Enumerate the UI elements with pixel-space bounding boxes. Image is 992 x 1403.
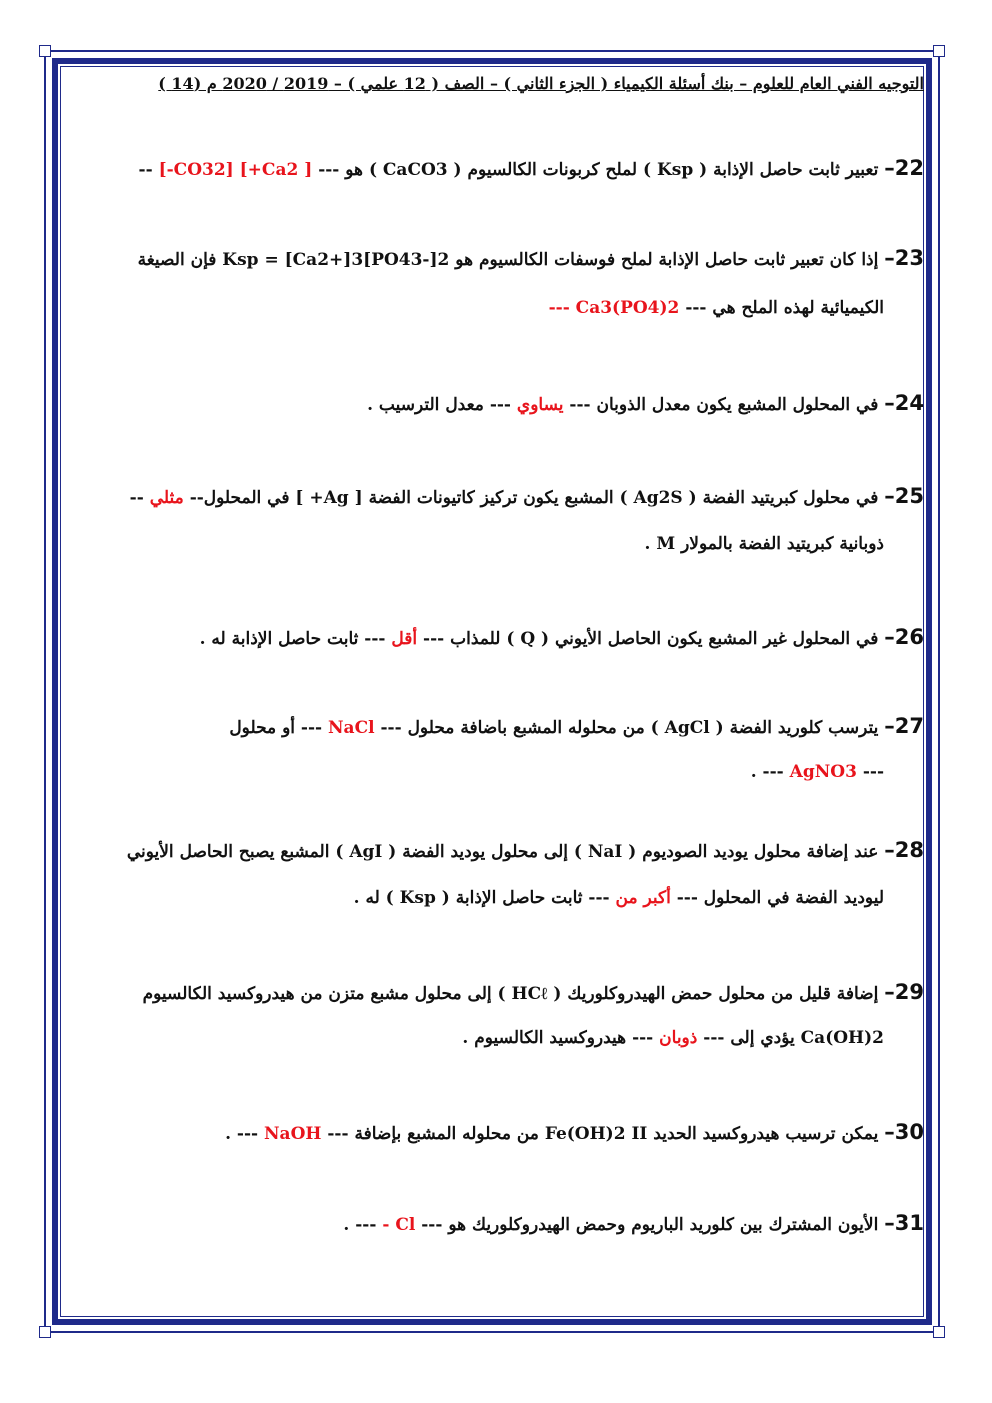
question-number: 22– bbox=[884, 156, 924, 180]
question-text: الكيميائية لهذه الملح هي --- bbox=[685, 298, 884, 318]
question-25-line-2 bbox=[72, 524, 924, 564]
answer: يساوي bbox=[516, 395, 564, 415]
question-text: الأيون المشترك بين كلوريد الباريوم وحمض الهيدروكلوريك هو --- bbox=[421, 1215, 879, 1235]
question-text: إضافة قليل من محلول حمض الهيدروكلوريك ( HCℓ ) إلى محلول مشبع متزن من هيدروكسيد الكالسيوم bbox=[142, 984, 879, 1004]
question-24 bbox=[72, 383, 924, 425]
question-text: في محلول كبريتيد الفضة ( Ag2S ) المشبع يكون تركيز كاتيونات الفضة [ Ag+ ] في المحلول-- bbox=[189, 488, 879, 508]
question-text: يمكن ترسيب هيدروكسيد الحديد Fe(OH)2 II من محلوله المشبع بإضافة --- bbox=[327, 1124, 879, 1144]
question-tail: --- أو محلول bbox=[229, 718, 323, 738]
border-corner-ornament bbox=[39, 1326, 51, 1338]
question-number: 23– bbox=[884, 246, 924, 270]
question-31 bbox=[72, 1203, 924, 1245]
question-number: 29– bbox=[884, 980, 924, 1004]
question-23 bbox=[72, 238, 924, 280]
question-30 bbox=[72, 1112, 924, 1154]
question-29-line-2 bbox=[72, 1018, 924, 1058]
question-29 bbox=[72, 972, 924, 1014]
answer: NaOH bbox=[264, 1124, 322, 1144]
answer: Ca3(PO4)2 --- bbox=[548, 298, 680, 318]
question-text: تعبير ثابت حاصل الإذابة ( Ksp ) لملح كربونات الكالسيوم ( CaCO3 ) هو --- bbox=[318, 160, 879, 180]
question-tail: --- . bbox=[750, 762, 784, 782]
question-number: 31– bbox=[884, 1211, 924, 1235]
question-28-line-2 bbox=[72, 878, 924, 918]
question-text: --- bbox=[862, 762, 884, 782]
border-corner-ornament bbox=[39, 45, 51, 57]
answer: NaCl bbox=[328, 718, 375, 738]
answer: أقل bbox=[391, 629, 418, 649]
answer: أكبر من bbox=[615, 888, 671, 908]
question-text: إذا كان تعبير ثابت حاصل الإذابة لملح فوسفات الكالسيوم هو Ksp = [Ca2+]3[PO43-]2 فإن الصيغة bbox=[137, 250, 879, 270]
answer: مثلي bbox=[149, 488, 184, 508]
question-tail: -- bbox=[138, 160, 153, 180]
answer: Cl - bbox=[382, 1215, 416, 1235]
question-number: 27– bbox=[884, 714, 924, 738]
question-tail: --- . bbox=[343, 1215, 377, 1235]
question-number: 28– bbox=[884, 838, 924, 862]
question-tail: --- ثابت حاصل الإذابة له . bbox=[199, 629, 386, 649]
question-text: عند إضافة محلول يوديد الصوديوم ( NaI ) إلى محلول يوديد الفضة ( AgI ) المشبع يصبح الحاصل الأيوني bbox=[126, 842, 879, 862]
question-23-line-2 bbox=[72, 288, 924, 328]
question-27 bbox=[72, 706, 924, 748]
question-26 bbox=[72, 617, 924, 659]
question-tail: --- ثابت حاصل الإذابة ( Ksp ) له . bbox=[353, 888, 610, 908]
question-number: 26– bbox=[884, 625, 924, 649]
question-text: في المحلول غير المشبع يكون الحاصل الأيوني ( Q ) للمذاب --- bbox=[423, 629, 879, 649]
question-tail: -- bbox=[129, 488, 144, 508]
question-text: يترسب كلوريد الفضة ( AgCl ) من محلوله المشبع باضافة محلول --- bbox=[380, 718, 879, 738]
question-number: 25– bbox=[884, 484, 924, 508]
answer: [ Ca2+] [CO32-] bbox=[158, 160, 313, 180]
question-tail: --- معدل الترسيب . bbox=[367, 395, 511, 415]
question-number: 30– bbox=[884, 1120, 924, 1144]
border-corner-ornament bbox=[933, 1326, 945, 1338]
page-header: التوجيه الفني العام للعلوم – بنك أسئلة الكيمياء ( الجزء الثاني ) – الصف ( 12 علمي ) – 2019 / 2020 م (14 ) bbox=[158, 74, 924, 93]
question-27-line-2 bbox=[72, 752, 924, 792]
question-25 bbox=[72, 476, 924, 518]
question-tail: --- . bbox=[225, 1124, 259, 1144]
answer: ذوبان bbox=[659, 1028, 698, 1048]
question-28 bbox=[72, 830, 924, 872]
border-corner-ornament bbox=[933, 45, 945, 57]
question-tail: --- هيدروكسيد الكالسيوم . bbox=[462, 1028, 654, 1048]
page-content bbox=[72, 72, 924, 1235]
question-text: ليوديد الفضة في المحلول --- bbox=[676, 888, 884, 908]
answer: AgNO3 bbox=[789, 762, 857, 782]
question-22 bbox=[72, 148, 924, 190]
question-text: في المحلول المشبع يكون معدل الذوبان --- bbox=[569, 395, 879, 415]
question-number: 24– bbox=[884, 391, 924, 415]
question-text: Ca(OH)2 يؤدي إلى --- bbox=[703, 1028, 884, 1048]
question-text: ذوبانية كبريتيد الفضة بالمولار M . bbox=[644, 534, 884, 554]
